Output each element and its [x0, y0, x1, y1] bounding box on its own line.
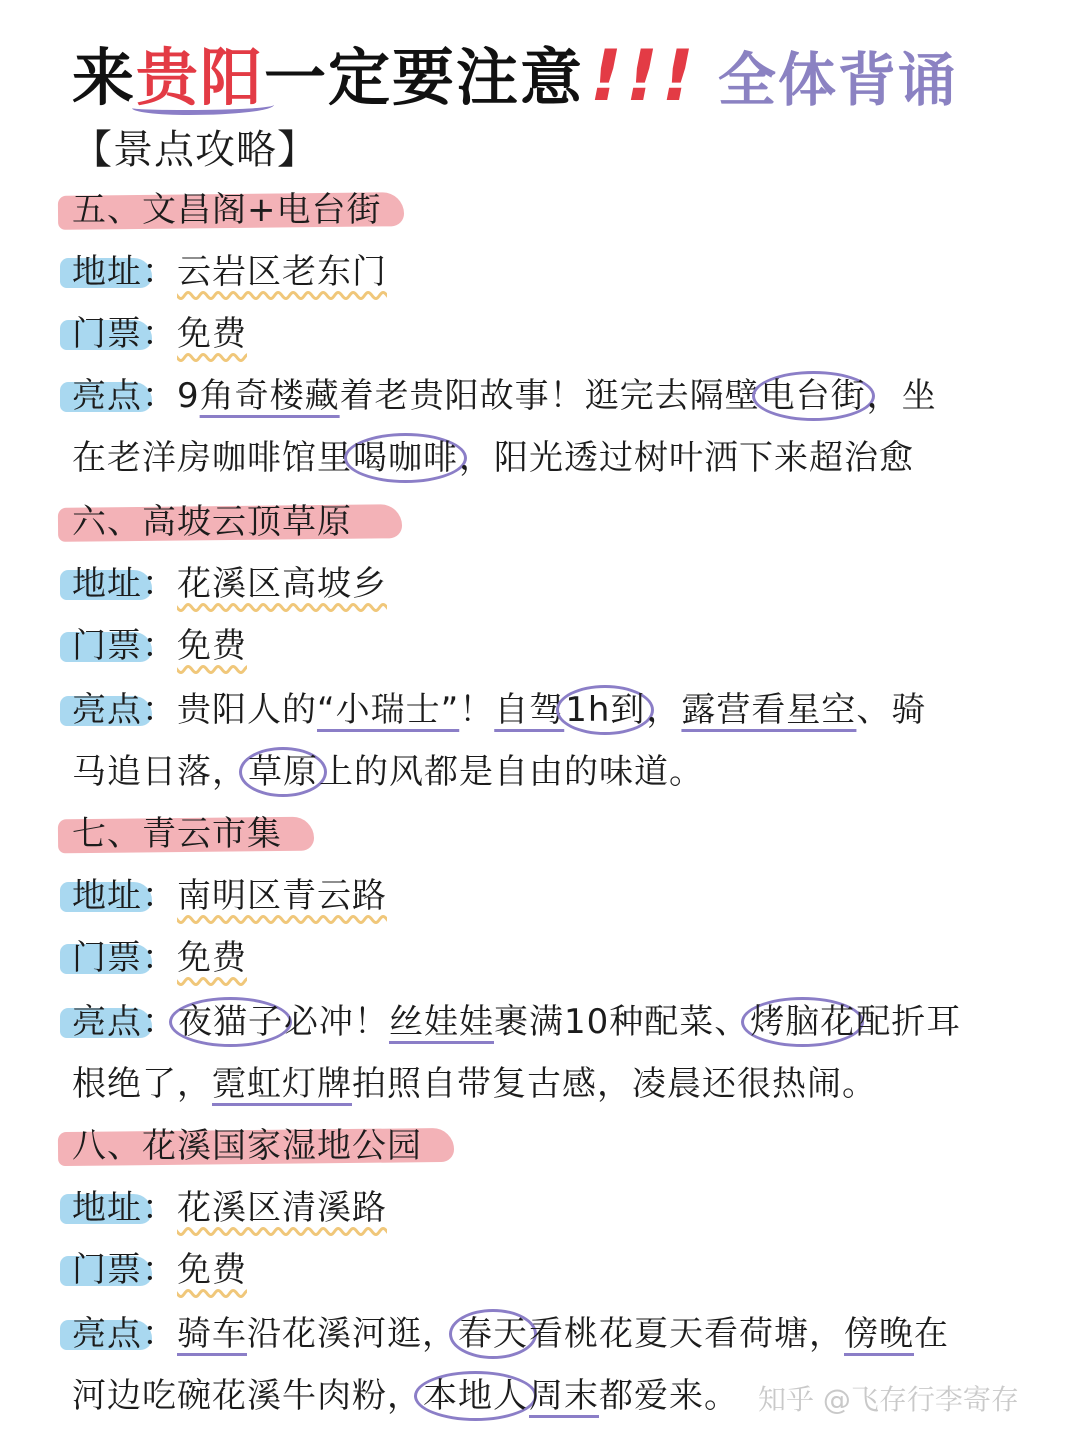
ticket-row	[72, 624, 247, 668]
title-city: 贵阳	[136, 28, 264, 117]
ticket-value: 免费	[177, 626, 247, 666]
ticket-label: 门票：	[72, 1248, 177, 1292]
highlight-circled: 电台街	[752, 371, 875, 421]
title-part-3: 一定要注意	[264, 41, 585, 114]
spot-heading: 六、高坡云顶草原	[72, 500, 374, 544]
section-label: 【景点攻略】	[72, 127, 318, 173]
highlight-circled: 本地人	[414, 1371, 537, 1421]
highlight-text: 沿花溪河逛，	[247, 1314, 457, 1354]
highlight-underline: 角奇楼藏	[199, 376, 340, 416]
address-row	[72, 250, 387, 294]
highlight-underline: 霓虹灯牌	[212, 1064, 352, 1104]
address-value: 云岩区老东门	[177, 252, 387, 292]
highlight-text: ！	[459, 690, 495, 730]
spot-heading: 八、花溪国家湿地公园	[72, 1124, 444, 1168]
highlight-underline: 骑车	[177, 1314, 247, 1354]
address-label: 地址：	[72, 250, 177, 294]
highlight-underline: 丝娃娃	[389, 1002, 494, 1042]
highlight-text: 裹满10种配菜、	[494, 1002, 750, 1042]
address-label: 地址：	[72, 1186, 177, 1230]
highlight-text: 根绝了，	[72, 1064, 212, 1104]
highlight-row-cont	[72, 1062, 877, 1106]
highlight-text: 在	[914, 1314, 949, 1354]
address-label: 地址：	[72, 874, 177, 918]
address-row	[72, 1186, 387, 1230]
highlight-label: 亮点：	[72, 1312, 177, 1356]
address-value: 南明区青云路	[177, 876, 387, 916]
address-row	[72, 874, 387, 918]
highlight-text: 、骑	[856, 690, 927, 730]
highlight-text: 河边吃碗花溪牛肉粉，	[72, 1376, 422, 1416]
highlight-text: 上的风都是自由的味道。	[319, 752, 704, 792]
page-title	[72, 28, 958, 118]
title-exclamation: !!!	[590, 35, 698, 117]
highlight-row-cont	[72, 750, 704, 794]
highlight-text: 贵阳人的	[177, 690, 317, 730]
highlight-text: 在老洋房咖啡馆里	[72, 438, 352, 478]
highlight-underline: 傍晚	[844, 1314, 914, 1354]
spot-heading: 五、文昌阁+电台街	[72, 188, 404, 232]
highlight-circled: 草原	[239, 747, 327, 797]
title-tagline: 全体背诵	[717, 46, 958, 114]
highlight-underline: 周末	[529, 1376, 599, 1416]
ticket-value: 免费	[177, 938, 247, 978]
highlight-text: 配折耳	[856, 1002, 962, 1042]
highlight-circled: 烤脑花	[741, 997, 864, 1047]
highlight-row	[72, 374, 937, 418]
highlight-circled: 春天	[449, 1309, 537, 1359]
spot-heading: 七、青云市集	[72, 812, 304, 856]
watermark: 知乎 @飞存行李寄存	[758, 1383, 1019, 1416]
highlight-text: 必冲！	[284, 1002, 389, 1042]
highlight-underline: 露营看星空	[681, 690, 857, 730]
highlight-text: 马追日落，	[72, 752, 247, 792]
title-part-1: 来	[72, 41, 137, 114]
highlight-text: 看桃花夏天看荷塘，	[529, 1314, 844, 1354]
highlight-label: 亮点：	[72, 374, 177, 418]
highlight-circled: 1h到	[556, 685, 654, 735]
ticket-label: 门票：	[72, 936, 177, 980]
highlight-row	[72, 1312, 949, 1356]
highlight-label: 亮点：	[72, 1000, 177, 1044]
ticket-label: 门票：	[72, 312, 177, 356]
highlight-underline: “小瑞士”	[317, 690, 460, 730]
highlight-row	[72, 688, 926, 732]
ticket-value: 免费	[177, 314, 247, 354]
address-value: 花溪区高坡乡	[177, 564, 387, 604]
highlight-text: ，阳光透过树叶洒下来超治愈	[459, 438, 914, 478]
highlight-row-cont	[72, 1374, 739, 1418]
address-row	[72, 562, 387, 606]
highlight-text: ，	[646, 690, 682, 730]
address-label: 地址：	[72, 562, 177, 606]
ticket-row	[72, 312, 247, 356]
highlight-underline: 自驾	[494, 690, 565, 730]
highlight-text: 拍照自带复古感，凌晨还很热闹。	[352, 1064, 877, 1104]
ticket-row	[72, 936, 247, 980]
highlight-label: 亮点：	[72, 688, 177, 732]
highlight-text: 9	[177, 376, 200, 416]
ticket-row	[72, 1248, 247, 1292]
highlight-text: 都爱来。	[599, 1376, 739, 1416]
highlight-row-cont	[72, 436, 914, 480]
ticket-label: 门票：	[72, 624, 177, 668]
ticket-value: 免费	[177, 1250, 247, 1290]
highlight-row	[72, 1000, 961, 1044]
highlight-text: ，坐	[866, 376, 937, 416]
highlight-circled: 喝咖啡	[344, 433, 467, 483]
address-value: 花溪区清溪路	[177, 1188, 387, 1228]
highlight-circled: 夜猫子	[169, 997, 292, 1047]
highlight-text: 着老贵阳故事！逛完去隔壁	[339, 376, 760, 416]
